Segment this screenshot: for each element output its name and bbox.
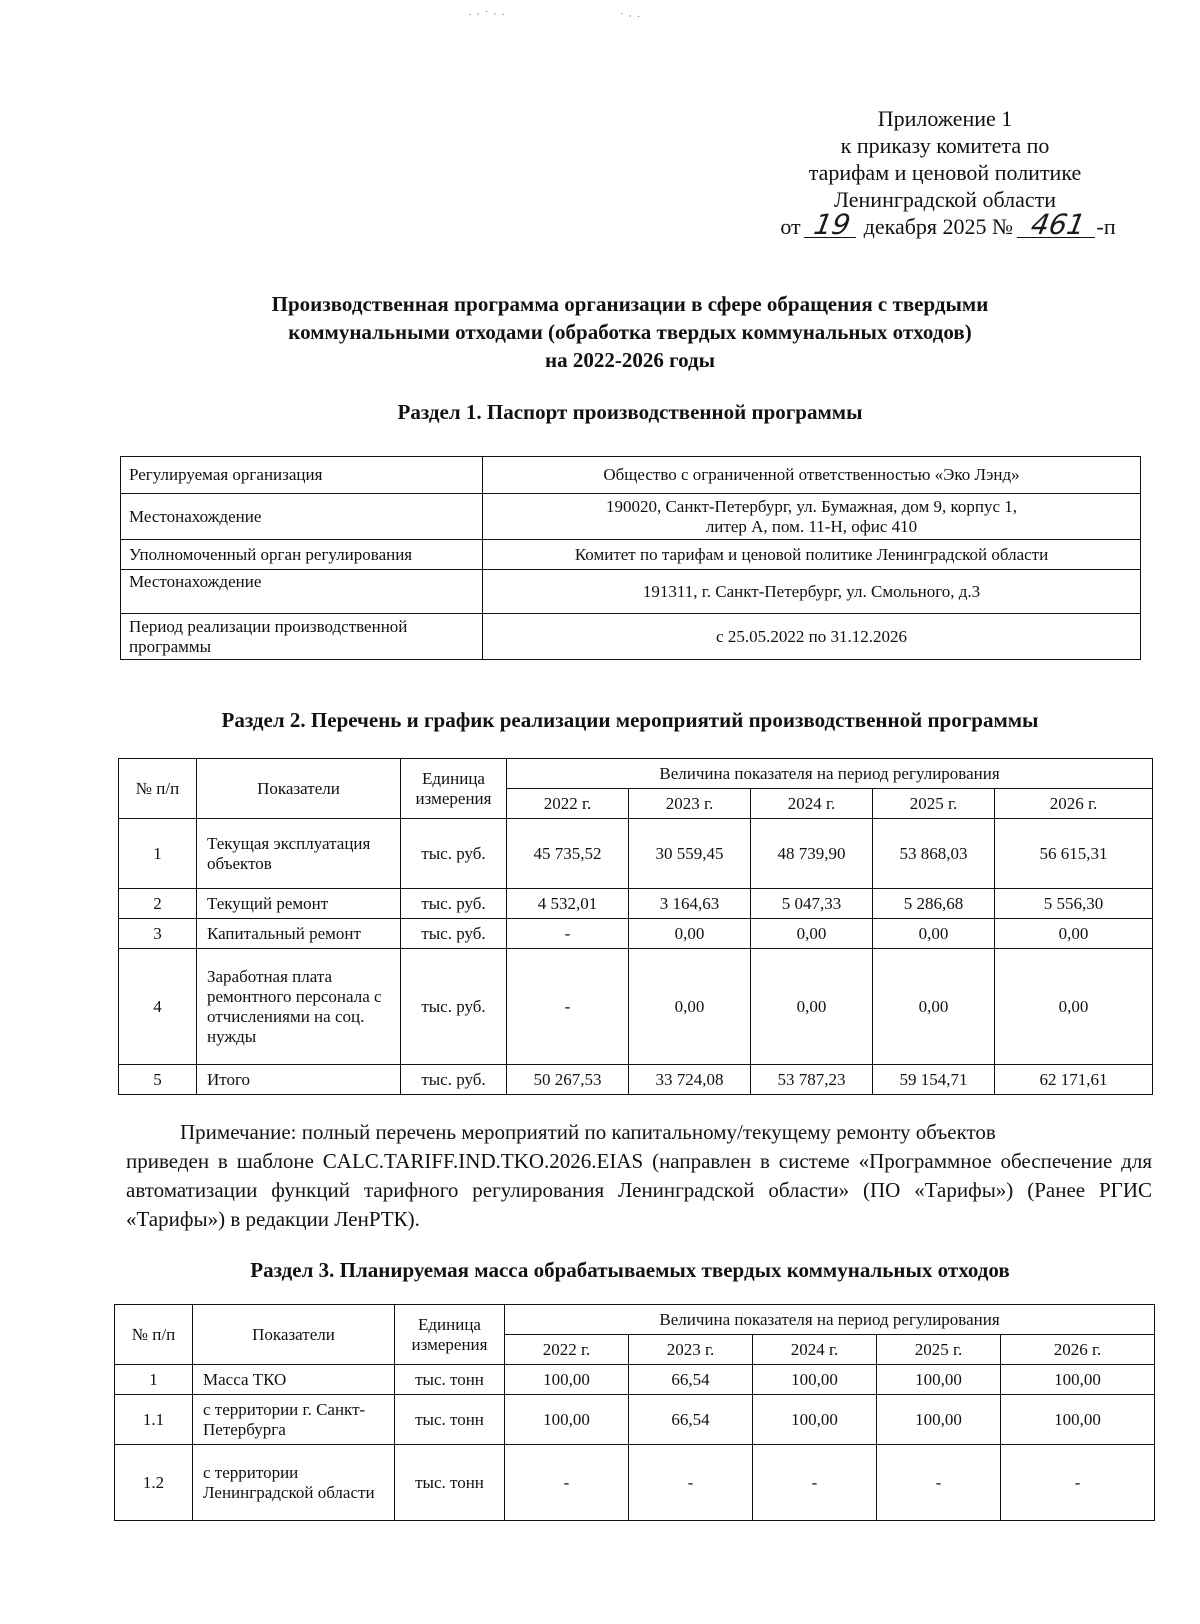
table-row	[121, 457, 1141, 494]
passport-label: Местонахождение	[121, 494, 483, 540]
row-indicator: с территории Ленинградской области	[193, 1445, 395, 1521]
row-value: 0,00	[873, 949, 995, 1065]
table-row	[119, 949, 1153, 1065]
table-row	[119, 819, 1153, 889]
row-value: 53 868,03	[873, 819, 995, 889]
row-value: -	[629, 1445, 753, 1521]
appendix-line: Приложение 1	[877, 106, 1013, 131]
row-value: 100,00	[1001, 1395, 1155, 1445]
passport-value-line: литер А, пом. 11-Н, офис 410	[705, 516, 918, 536]
col-header-year: 2024 г.	[753, 1335, 877, 1365]
row-indicator: Заработная плата ремонтного персонала с отчислениями на соц. нужды	[197, 949, 401, 1065]
section2-title: Раздел 2. Перечень и график реализации мероприятий производственной программы	[221, 708, 1039, 732]
col-header-year: 2023 г.	[629, 789, 751, 819]
table-row	[115, 1445, 1155, 1521]
row-num: 3	[119, 919, 197, 949]
measures-table	[118, 758, 1153, 1095]
row-value: 62 171,61	[995, 1065, 1153, 1095]
row-value: 5 556,30	[995, 889, 1153, 919]
title-line: на 2022-2026 годы	[544, 348, 716, 372]
col-header-year: 2022 г.	[505, 1335, 629, 1365]
row-value: 0,00	[751, 919, 873, 949]
row-value: -	[753, 1445, 877, 1521]
row-unit: тыс. руб.	[401, 819, 507, 889]
col-header-unit: Единица измерения	[395, 1305, 505, 1365]
row-value: 0,00	[995, 949, 1153, 1065]
col-header-indicator: Показатели	[193, 1305, 395, 1365]
row-num: 1.1	[115, 1395, 193, 1445]
document-title	[120, 290, 1140, 374]
row-value: -	[1001, 1445, 1155, 1521]
row-value: 59 154,71	[873, 1065, 995, 1095]
passport-value: 191311, г. Санкт-Петербург, ул. Смольного, д.3	[483, 570, 1141, 614]
row-value: 3 164,63	[629, 889, 751, 919]
passport-label: Местонахождение	[121, 570, 483, 614]
passport-value-line: 190020, Санкт-Петербург, ул. Бумажная, дом 9, корпус 1,	[605, 496, 1018, 516]
appendix-line: Ленинградской области	[834, 187, 1056, 212]
table-row	[119, 889, 1153, 919]
row-value: 100,00	[505, 1365, 629, 1395]
row-value: 66,54	[629, 1395, 753, 1445]
row-value: -	[877, 1445, 1001, 1521]
order-day-handwritten: 19	[804, 213, 860, 238]
row-value: 0,00	[995, 919, 1153, 949]
order-number-handwritten: 461	[1016, 213, 1098, 238]
note-first-line: Примечание: полный перечень мероприятий по капитальному/текущему ремонту объектов	[180, 1120, 996, 1144]
order-prefix: от	[780, 214, 801, 239]
row-indicator: Текущая эксплуатация объектов	[197, 819, 401, 889]
row-indicator: с территории г. Санкт-Петербурга	[193, 1395, 395, 1445]
row-num: 4	[119, 949, 197, 1065]
table-row	[121, 540, 1141, 570]
row-value: 0,00	[629, 949, 751, 1065]
row-value: 4 532,01	[507, 889, 629, 919]
row-value: 100,00	[1001, 1365, 1155, 1395]
row-value: 48 739,90	[751, 819, 873, 889]
row-value: 50 267,53	[507, 1065, 629, 1095]
row-num: 5	[119, 1065, 197, 1095]
row-unit: тыс. руб.	[401, 889, 507, 919]
col-header-num: № п/п	[115, 1305, 193, 1365]
passport-value: с 25.05.2022 по 31.12.2026	[483, 614, 1141, 660]
row-value: 30 559,45	[629, 819, 751, 889]
title-line: коммунальными отходами (обработка твердых коммунальных отходов)	[288, 320, 972, 344]
passport-label: Регулируемая организация	[121, 457, 483, 494]
row-value: 100,00	[877, 1395, 1001, 1445]
table-row	[121, 570, 1141, 614]
col-header-year: 2022 г.	[507, 789, 629, 819]
table-header-row	[119, 759, 1153, 789]
row-unit: тыс. тонн	[395, 1445, 505, 1521]
row-num: 1	[115, 1365, 193, 1395]
row-value: 5 047,33	[751, 889, 873, 919]
row-value: 100,00	[877, 1365, 1001, 1395]
passport-value: Общество с ограниченной ответственностью «Эко Лэнд»	[483, 457, 1141, 494]
order-line	[746, 208, 1150, 241]
row-value: 66,54	[629, 1365, 753, 1395]
col-header-year: 2026 г.	[995, 789, 1153, 819]
passport-value: Комитет по тарифам и ценовой политике Ленинградской области	[483, 540, 1141, 570]
row-unit: тыс. тонн	[395, 1365, 505, 1395]
appendix-line: к приказу комитета по	[840, 133, 1050, 158]
col-header-indicator: Показатели	[197, 759, 401, 819]
row-value: 100,00	[753, 1395, 877, 1445]
col-header-year: 2025 г.	[877, 1335, 1001, 1365]
row-unit: тыс. руб.	[401, 1065, 507, 1095]
row-value: 100,00	[753, 1365, 877, 1395]
row-value: -	[507, 919, 629, 949]
row-num: 1.2	[115, 1445, 193, 1521]
table-row	[115, 1395, 1155, 1445]
table-row	[121, 614, 1141, 660]
row-value: 100,00	[505, 1395, 629, 1445]
row-value: 33 724,08	[629, 1065, 751, 1095]
title-line: Производственная программа организации в сфере обращения с твердыми	[271, 292, 989, 316]
col-header-period: Величина показателя на период регулирования	[507, 759, 1153, 789]
row-value: 0,00	[873, 919, 995, 949]
col-header-num: № п/п	[119, 759, 197, 819]
col-header-year: 2024 г.	[751, 789, 873, 819]
row-indicator: Масса ТКО	[193, 1365, 395, 1395]
appendix-line: тарифам и ценовой политике	[808, 160, 1082, 185]
row-indicator: Итого	[197, 1065, 401, 1095]
row-value: 45 735,52	[507, 819, 629, 889]
row-num: 1	[119, 819, 197, 889]
order-month-year: декабря 2025 №	[863, 214, 1014, 239]
row-indicator: Капитальный ремонт	[197, 919, 401, 949]
appendix-header	[740, 105, 1150, 240]
passport-label: Период реализации производственной программы	[121, 614, 483, 660]
row-indicator: Текущий ремонт	[197, 889, 401, 919]
table-row	[119, 1065, 1153, 1095]
col-header-period: Величина показателя на период регулирования	[505, 1305, 1155, 1335]
passport-label: Уполномоченный орган регулирования	[121, 540, 483, 570]
table-row	[119, 919, 1153, 949]
col-header-unit: Единица измерения	[401, 759, 507, 819]
passport-value	[483, 494, 1141, 540]
col-header-year: 2025 г.	[873, 789, 995, 819]
row-value: 5 286,68	[873, 889, 995, 919]
row-value: 0,00	[629, 919, 751, 949]
table-row	[121, 494, 1141, 540]
col-header-year: 2026 г.	[1001, 1335, 1155, 1365]
section1-title: Раздел 1. Паспорт производственной программы	[397, 400, 863, 424]
row-value: 0,00	[751, 949, 873, 1065]
row-value: -	[507, 949, 629, 1065]
row-unit: тыс. руб.	[401, 919, 507, 949]
table-header-row	[115, 1305, 1155, 1335]
mass-table	[114, 1304, 1155, 1521]
row-num: 2	[119, 889, 197, 919]
table-row	[115, 1365, 1155, 1395]
row-unit: тыс. руб.	[401, 949, 507, 1065]
row-value: -	[505, 1445, 629, 1521]
note-paragraph	[126, 1118, 1152, 1234]
row-unit: тыс. тонн	[395, 1395, 505, 1445]
order-suffix: -п	[1096, 214, 1116, 239]
row-value: 56 615,31	[995, 819, 1153, 889]
scan-speck: ˙ ‧ ·	[620, 11, 642, 23]
col-header-year: 2023 г.	[629, 1335, 753, 1365]
row-value: 53 787,23	[751, 1065, 873, 1095]
passport-table	[120, 456, 1141, 660]
section3-title: Раздел 3. Планируемая масса обрабатываемых твердых коммунальных отходов	[250, 1258, 1010, 1282]
scan-speck: · ‧ ˙ ‧ ·	[468, 9, 506, 21]
note-rest: приведен в шаблоне CALC.TARIFF.IND.TKO.2026.EIAS (направлен в системе «Программное обеспечение для автоматизации функций тарифного регулирования Ленинградской области» (ПО «Тарифы») (Ранее РГИС «Тарифы») в редакции ЛенРТК).	[126, 1149, 1152, 1231]
